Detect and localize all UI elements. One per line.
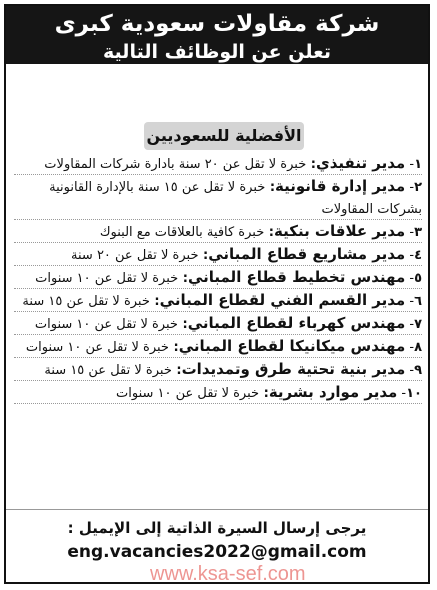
company-title: شركة مقاولات سعودية كبرى — [54, 11, 380, 37]
job-detail: خبرة لا تقل عن ١٠ سنوات — [25, 340, 169, 355]
job-detail: خبرة لا تقل عن ١٠ سنوات — [116, 386, 260, 401]
job-advertisement — [4, 4, 430, 584]
watermark: www.ksa-sef.com — [150, 563, 306, 585]
job-item: ٤- مدير مشاريع قطاع المباني: خبرة لا تقل عن ٢٠ سنة — [14, 243, 422, 266]
job-title: مدير بنية تحتية طرق وتمديدات — [181, 360, 406, 378]
contact-instruction: يرجى إرسال السيرة الذاتية إلى الإيميل : — [67, 519, 367, 537]
job-title: مدير علاقات بنكية — [274, 222, 406, 240]
job-item: ٧- مهندس كهرباء لقطاع المباني: خبرة لا تقل عن ١٠ سنوات — [14, 312, 422, 335]
job-title: مدير إدارة قانونية — [275, 177, 406, 195]
job-item: ١- مدير تنفيذي: خبرة لا تقل عن ٢٠ سنة بادارة شركات المقاولات — [14, 152, 422, 175]
job-title: مهندس كهرباء لقطاع المباني — [187, 314, 406, 332]
job-detail: خبرة لا تقل عن ٢٠ سنة بادارة شركات المقاولات — [44, 157, 307, 172]
job-detail: خبرة لا تقل عن ١٠ سنوات — [34, 317, 178, 332]
preference-badge: الأفضلية للسعوديين — [144, 122, 304, 150]
job-item: ٣- مدير علاقات بنكية: خبرة كافية بالعلاقات مع البنوك — [14, 220, 422, 243]
ad-header — [6, 6, 428, 64]
job-detail: خبرة لا تقل عن ١٥ سنة — [22, 294, 150, 309]
job-title: مدير القسم الفني لقطاع المباني — [159, 291, 406, 309]
jobs-list — [14, 152, 422, 404]
job-title: مهندس تخطيط قطاع المباني — [187, 268, 406, 286]
job-item: ٩- مدير بنية تحتية طرق وتمديدات: خبرة لا تقل عن ١٥ سنة — [14, 358, 422, 381]
job-detail: خبرة لا تقل عن ١٥ سنة بالإدارة القانونية بشركات المقاولات — [49, 180, 422, 217]
job-item: ٨- مهندس ميكانيكا لقطاع المباني: خبرة لا تقل عن ١٠ سنوات — [14, 335, 422, 358]
job-item: ٢- مدير إدارة قانونية: خبرة لا تقل عن ١٥ سنة بالإدارة القانونية بشركات المقاولات — [14, 175, 422, 220]
job-detail: خبرة لا تقل عن ١٥ سنة — [44, 363, 172, 378]
job-title: مدير تنفيذي — [316, 154, 406, 172]
job-detail: خبرة لا تقل عن ١٠ سنوات — [35, 271, 179, 286]
job-title: مدير مشاريع قطاع المباني — [208, 245, 406, 263]
job-detail: خبرة كافية بالعلاقات مع البنوك — [99, 225, 265, 240]
contact-email[interactable]: eng.vacancies2022@gmail.com — [67, 542, 367, 562]
job-title: مدير موارد بشرية — [268, 383, 398, 401]
job-item: ١٠- مدير موارد بشرية: خبرة لا تقل عن ١٠ سنوات — [14, 381, 422, 404]
job-detail: خبرة لا تقل عن ٢٠ سنة — [71, 248, 199, 263]
job-item: ٥- مهندس تخطيط قطاع المباني: خبرة لا تقل عن ١٠ سنوات — [14, 266, 422, 289]
job-title: مهندس ميكانيكا لقطاع المباني — [178, 337, 406, 355]
job-item: ٦- مدير القسم الفني لقطاع المباني: خبرة لا تقل عن ١٥ سنة — [14, 289, 422, 312]
ad-subtitle: تعلن عن الوظائف التالية — [103, 41, 331, 63]
